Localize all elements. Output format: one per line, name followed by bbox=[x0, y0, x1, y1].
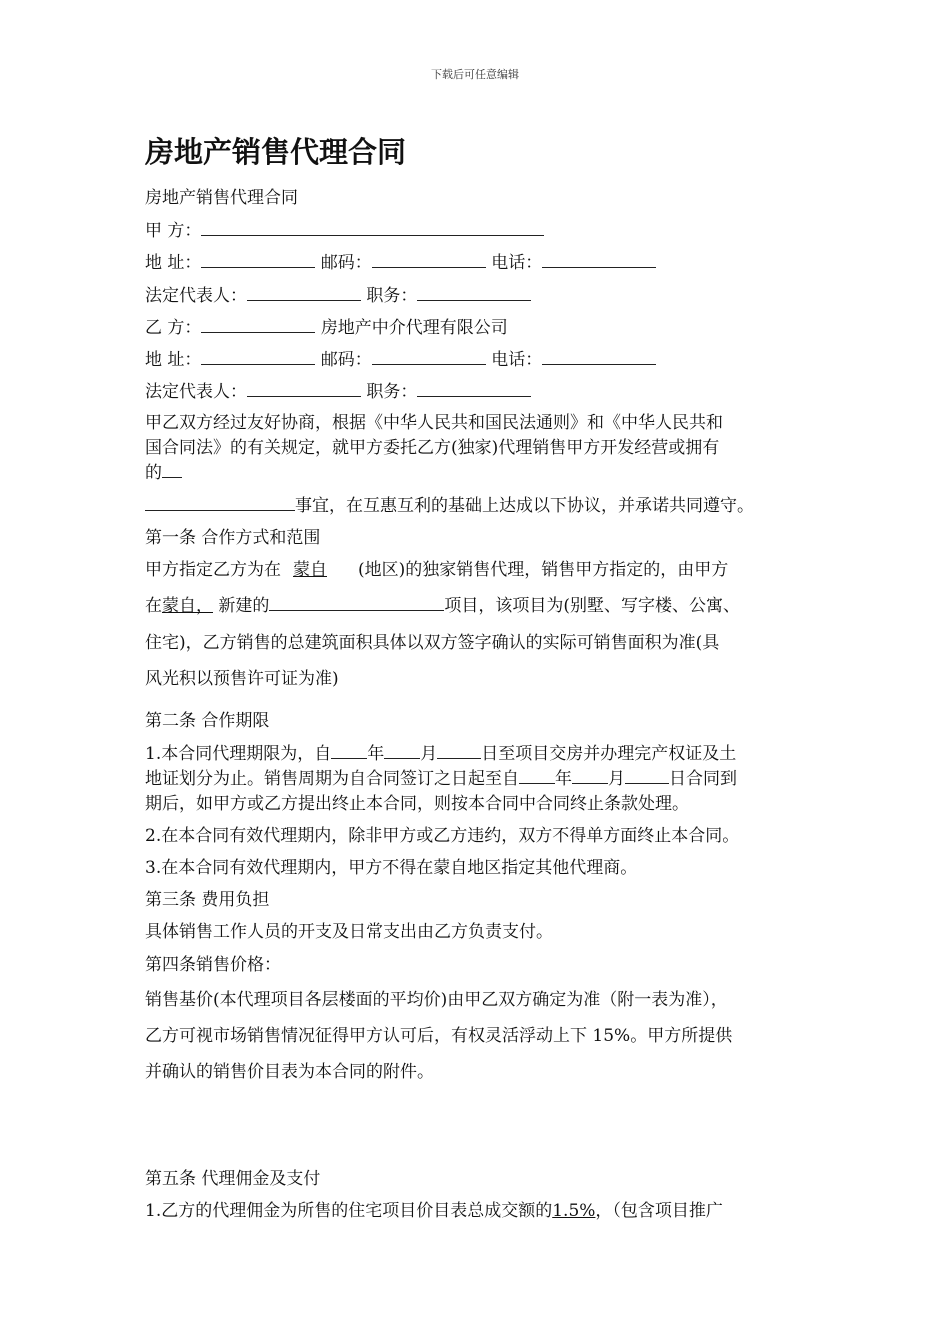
article-4-line-2: 乙方可视市场销售情况征得甲方认可后，有权灵活浮动上下 15%。甲方所提供 bbox=[145, 1026, 733, 1046]
article-1-region: 蒙自 bbox=[293, 560, 327, 580]
article-1-heading: 第一条 合作方式和范围 bbox=[145, 528, 321, 548]
intro-line-4-blank bbox=[145, 494, 295, 511]
party-a-blank bbox=[201, 219, 544, 236]
party-a-rep-line bbox=[145, 281, 531, 306]
party-b-address-line bbox=[145, 345, 656, 370]
year-blank-2 bbox=[519, 767, 555, 784]
party-b-address-label: 地 址： bbox=[145, 350, 202, 370]
party-a-rep-label: 法定代表人： bbox=[145, 286, 247, 306]
article-1-line-3: 住宅)，乙方销售的总建筑面积具体以双方签字确认的实际可销售面积为准(具 bbox=[145, 633, 720, 653]
party-a-address-line bbox=[145, 248, 656, 273]
intro-line-2: 国合同法》的有关规定，就甲方委托乙方(独家)代理销售甲方开发经营或拥有 bbox=[145, 438, 720, 458]
document-title: 房地产销售代理合同 bbox=[145, 135, 407, 169]
article-2-heading: 第二条 合作期限 bbox=[145, 711, 270, 731]
party-a-postcode-blank bbox=[372, 251, 486, 268]
month-blank bbox=[384, 742, 420, 759]
year-blank bbox=[331, 742, 367, 759]
article-1-l1a: 甲方指定乙方为在 bbox=[145, 560, 281, 580]
subtitle: 房地产销售代理合同 bbox=[145, 188, 298, 208]
year-label: 年 bbox=[367, 744, 385, 764]
party-b-rep-line bbox=[145, 377, 531, 402]
month-blank-2 bbox=[572, 767, 608, 784]
party-a-position-label: 职务： bbox=[366, 286, 418, 306]
article-5-l1a: 1.乙方的代理佣金为所售的住宅项目价目表总成交额的 bbox=[145, 1201, 553, 1221]
article-1-line-2 bbox=[145, 591, 740, 616]
article-1-l2c: 新建的 bbox=[218, 596, 270, 616]
party-b-address-blank bbox=[201, 348, 315, 365]
party-a-address-label: 地 址： bbox=[145, 253, 202, 273]
intro-line-3 bbox=[145, 458, 182, 483]
party-a-position-blank bbox=[417, 284, 531, 301]
party-b-name: 房地产中介代理有限公司 bbox=[320, 318, 508, 338]
party-b-phone-label: 电话： bbox=[491, 350, 543, 370]
party-a-rep-blank bbox=[247, 284, 361, 301]
party-b-postcode-blank bbox=[372, 348, 486, 365]
day-blank-2 bbox=[625, 767, 669, 784]
party-a-address-blank bbox=[201, 251, 315, 268]
article-1-location: 蒙自， bbox=[162, 596, 213, 616]
party-a-phone-label: 电话： bbox=[491, 253, 543, 273]
party-b-phone-blank bbox=[542, 348, 656, 365]
article-1-line-4: 风光积以预售许可证为准) bbox=[145, 669, 339, 689]
party-b-position-blank bbox=[417, 380, 531, 397]
party-b-position-label: 职务： bbox=[366, 382, 418, 402]
article-2-p2: 2.在本合同有效代理期内，除非甲方或乙方违约，双方不得单方面终止本合同。 bbox=[145, 826, 740, 846]
intro-line-4 bbox=[145, 491, 754, 516]
party-a-line bbox=[145, 216, 544, 241]
article-1-project-blank bbox=[269, 594, 444, 611]
party-b-line bbox=[145, 313, 508, 338]
day-blank bbox=[437, 742, 481, 759]
article-4-line-1: 销售基价(本代理项目各层楼面的平均价)由甲乙双方确定为准（附一表为准）， bbox=[145, 990, 728, 1010]
party-a-postcode-label: 邮码： bbox=[320, 253, 372, 273]
party-b-rep-blank bbox=[247, 380, 361, 397]
month-label-2: 月 bbox=[608, 769, 625, 789]
article-5-line-1 bbox=[145, 1196, 723, 1221]
article-1-l2d: 项目，该项目为(别墅、写字楼、公寓、 bbox=[444, 596, 741, 616]
article-2-p1-l1d: 日至项目交房并办理完产权证及土 bbox=[481, 744, 737, 764]
party-b-postcode-label: 邮码： bbox=[320, 350, 372, 370]
party-b-rep-label: 法定代表人： bbox=[145, 382, 247, 402]
article-4-line-3: 并确认的销售价目表为本合同的附件。 bbox=[145, 1062, 434, 1082]
article-4-heading: 第四条销售价格： bbox=[145, 955, 281, 975]
party-a-label: 甲 方： bbox=[145, 221, 202, 241]
article-3-body: 具体销售工作人员的开支及日常支出由乙方负责支付。 bbox=[145, 922, 553, 942]
month-label: 月 bbox=[420, 744, 438, 764]
party-a-phone-blank bbox=[542, 251, 656, 268]
article-2-p1-line-1 bbox=[145, 739, 736, 764]
article-2-p1-line-3: 期后，如甲方或乙方提出终止本合同，则按本合同中合同终止条款处理。 bbox=[145, 794, 689, 814]
party-b-blank bbox=[201, 316, 315, 333]
intro-line-1: 甲乙双方经过友好协商，根据《中华人民共和国民法通则》和《中华人民共和 bbox=[145, 413, 723, 433]
commission-rate: 1.5% bbox=[552, 1201, 596, 1221]
article-3-heading: 第三条 费用负担 bbox=[145, 890, 270, 910]
intro-line-3-blank bbox=[162, 461, 182, 478]
article-1-line-1 bbox=[145, 555, 728, 580]
intro-line-3-text: 的 bbox=[145, 463, 162, 483]
article-1-l1c: (地区)的独家销售代理，销售甲方指定的，由甲方 bbox=[358, 560, 729, 580]
article-5-l1c: ，（包含项目推广 bbox=[595, 1201, 723, 1221]
article-2-p1-l1a: 1.本合同代理期限为，自 bbox=[145, 744, 332, 764]
year-label-2: 年 bbox=[555, 769, 572, 789]
article-2-p1-line-2 bbox=[145, 764, 737, 789]
article-2-p1-l2a: 地证划分为止。销售周期为自合同签订之日起至自 bbox=[145, 769, 519, 789]
party-b-label: 乙 方： bbox=[145, 318, 202, 338]
article-2-p3: 3.在本合同有效代理期内，甲方不得在蒙自地区指定其他代理商。 bbox=[145, 858, 638, 878]
article-2-p1-l2d: 日合同到 bbox=[669, 769, 737, 789]
intro-line-4-text: 事宜，在互惠互利的基础上达成以下协议，并承诺共同遵守。 bbox=[295, 496, 754, 516]
header-note: 下载后可任意编辑 bbox=[431, 68, 519, 81]
article-1-l2a: 在 bbox=[145, 596, 162, 616]
article-5-heading: 第五条 代理佣金及支付 bbox=[145, 1169, 321, 1189]
